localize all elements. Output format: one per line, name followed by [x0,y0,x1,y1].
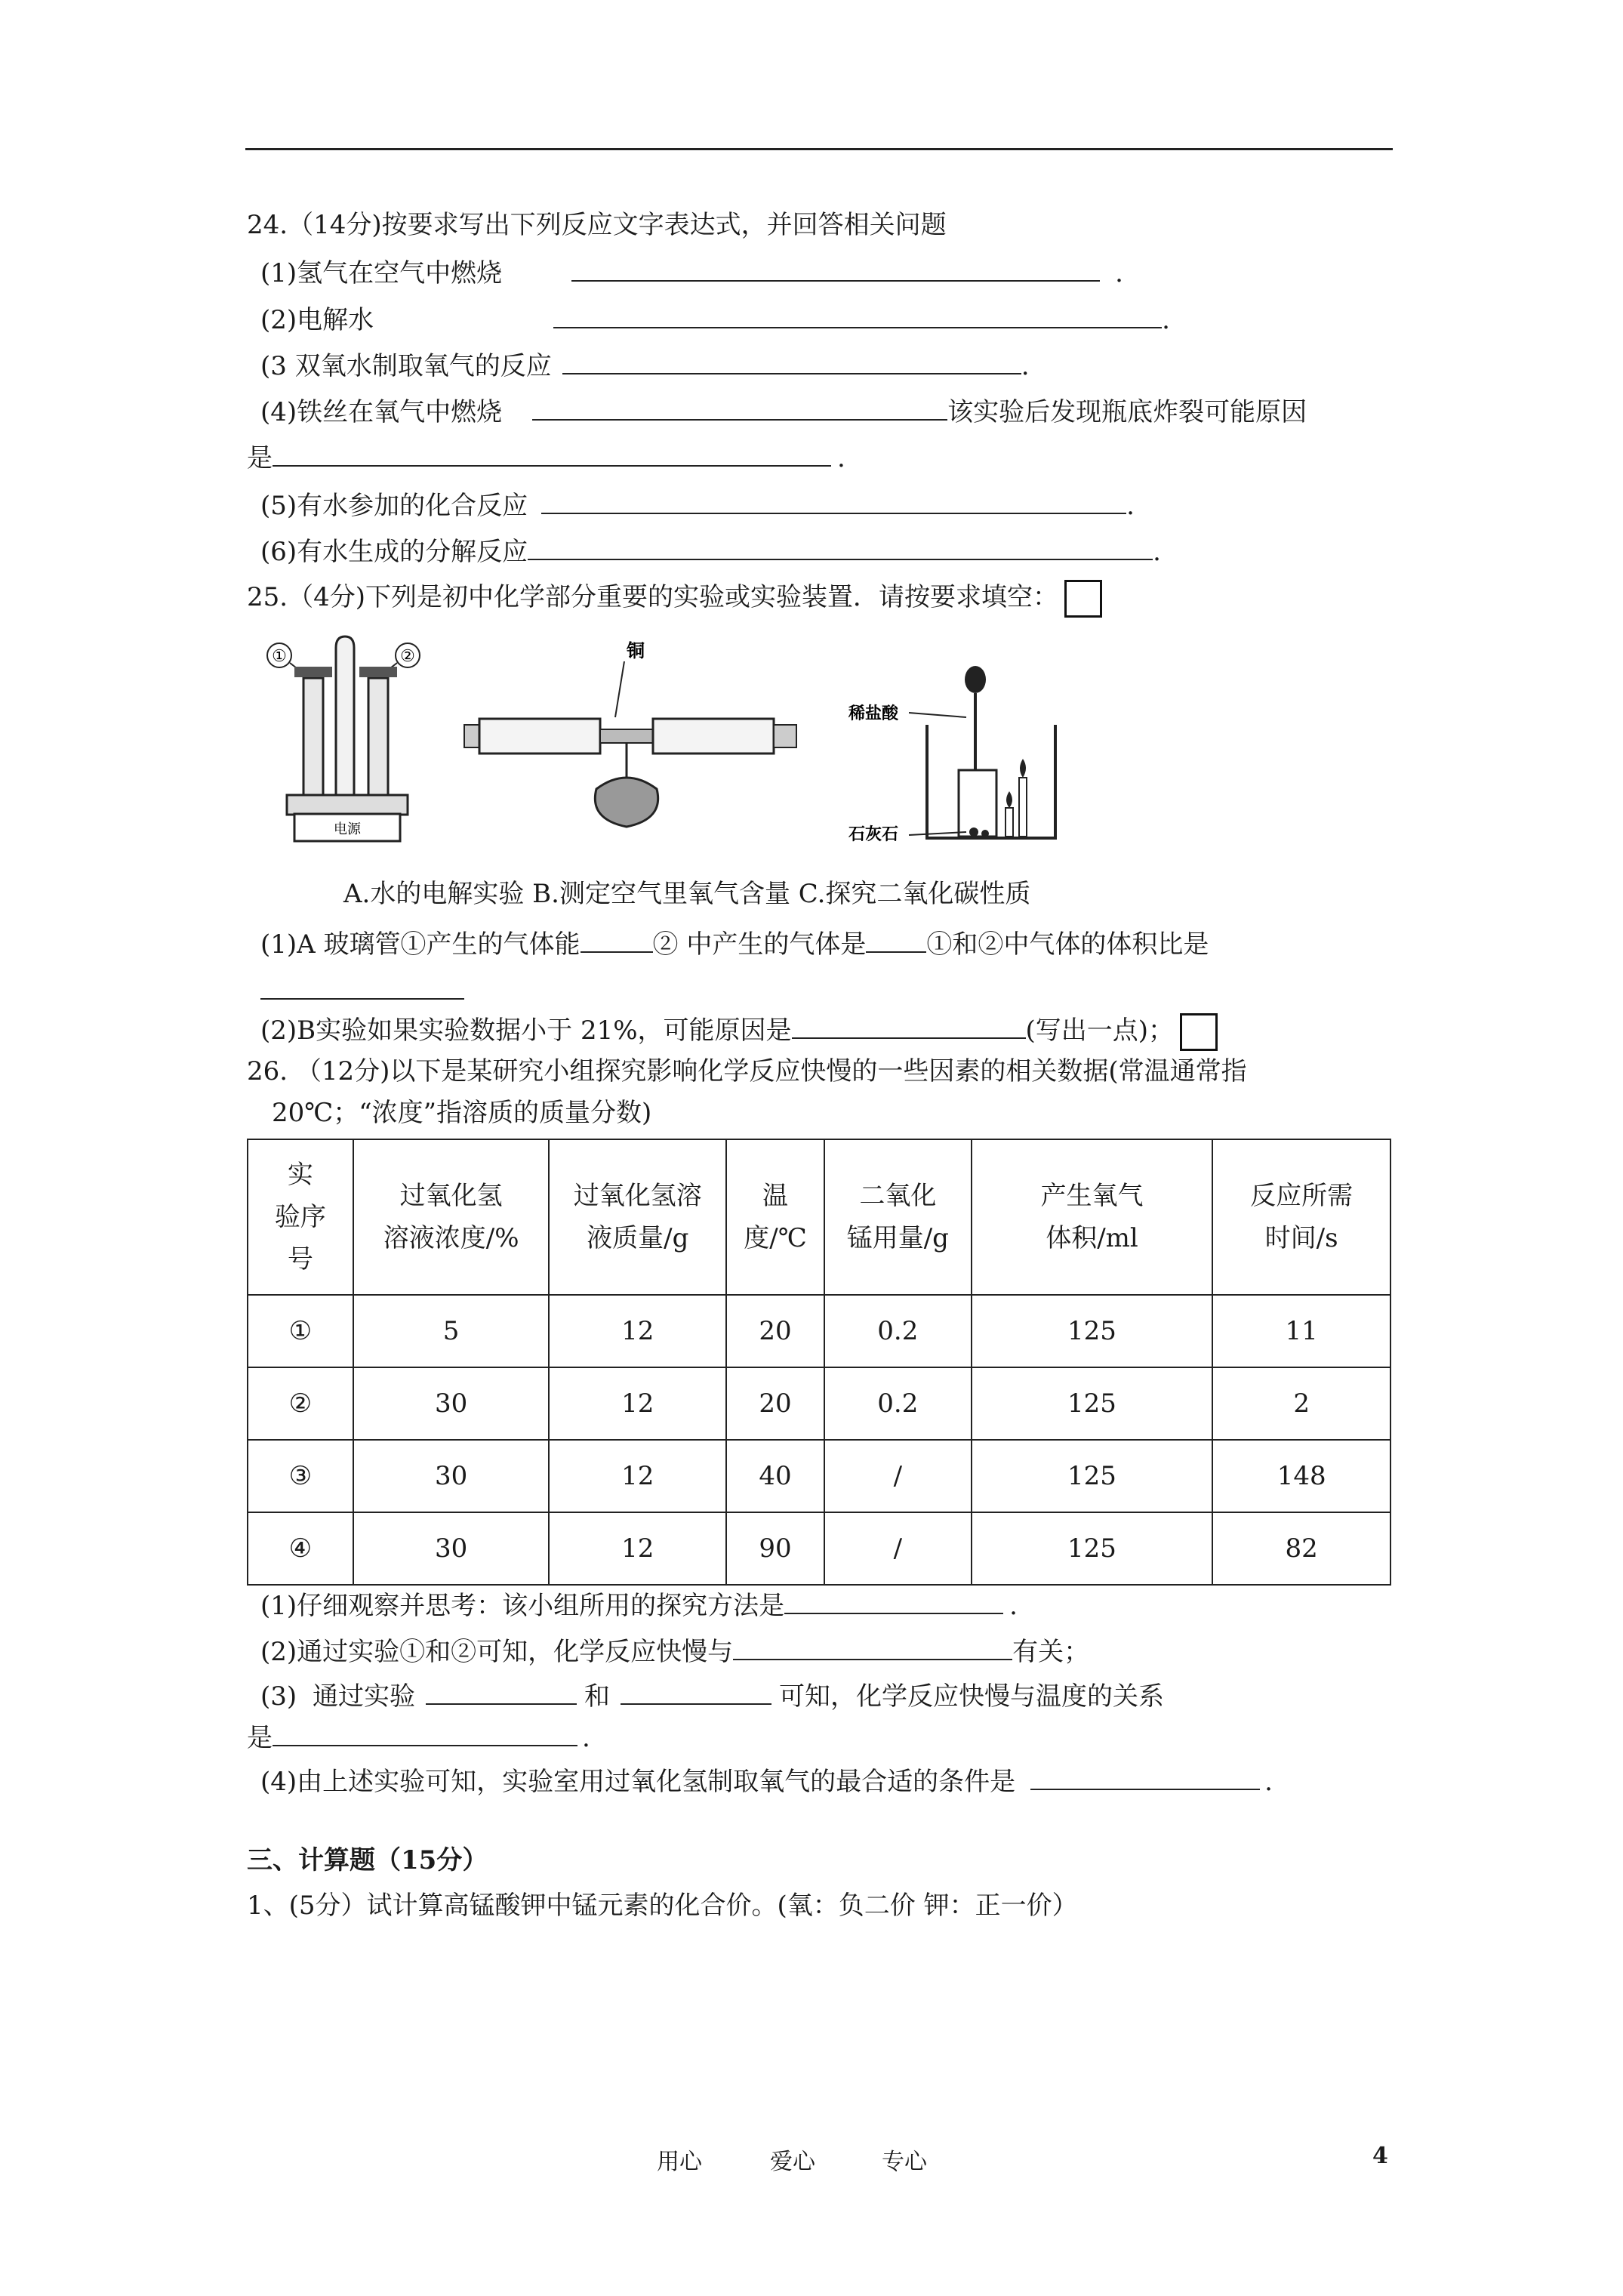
copper-label: 铜 [627,639,645,661]
q24-item-2: (2)电解水 . [260,301,1170,337]
header-mno2-amount: 二氧化 锰用量/g [824,1139,972,1295]
header-h2o2-concentration: 过氧化氢 溶液浓度/% [353,1139,550,1295]
q25-sub2: (2)B实验如果实验数据小于 21%，可能原因是 (写出一点)； [260,1012,1218,1051]
answer-blank[interactable] [528,533,1153,560]
tube2-label: ② [400,647,415,666]
tube1-label: ① [272,647,287,666]
table-row: ④ 30 12 90 / 125 82 [248,1512,1390,1585]
header-reaction-time: 反应所需 时间/s [1212,1139,1390,1295]
q25-title: 25.（4分)下列是初中化学部分重要的实验或实验装置．请按要求填空： [247,580,1102,618]
glass-tube [600,729,653,743]
answer-blank[interactable] [273,1719,577,1746]
score-box[interactable] [1064,580,1102,618]
answer-blank[interactable] [792,1012,1026,1039]
short-candle [1006,808,1013,837]
q26-title-line2: 20℃；“浓度”指溶质的质量分数) [272,1098,652,1128]
footer-left: 用心 [657,2149,702,2175]
answer-blank[interactable] [733,1633,1012,1660]
table-header-row [248,1139,1390,1295]
answer-blank[interactable] [621,1678,771,1705]
diagram-captions: A.水的电解实验 B.测定空气里氧气含量 C.探究二氧化碳性质 [343,879,1031,909]
q24-item-6: (6)有水生成的分解反应 . [260,533,1161,569]
q24-item-5: (5)有水参加的化合反应 . [260,487,1135,522]
experiment-table [247,1139,1391,1586]
header-temperature: 温 度/℃ [726,1139,824,1295]
answer-blank[interactable] [562,347,1021,374]
section3-q1: 1、(5分）试计算高锰酸钾中锰元素的化合价。(氧：负二价 钾：正一价） [247,1891,1078,1921]
glass-tube-1 [303,678,323,806]
dropper-bulb [965,666,986,693]
middle-tube [336,636,354,799]
q24-item-4-cont: 是 . [247,439,845,475]
power-label: 电源 [334,821,361,837]
answer-blank[interactable] [784,1587,1003,1614]
left-syringe [479,719,600,754]
co2-property-diagram [845,627,1072,853]
header-h2o2-mass: 过氧化氢溶 液质量/g [549,1139,726,1295]
page-number: 4 [1372,2143,1388,2169]
answer-blank[interactable] [571,254,1100,282]
limestone-label: 石灰石 [848,824,899,844]
section3-title: 三、计算题（15分） [247,1845,488,1875]
q25-sub1-cont [260,972,464,1008]
header-oxygen-volume: 产生氧气 体积/ml [972,1139,1213,1295]
footer-right: 专心 [882,2149,927,2175]
oxygen-content-diagram [457,634,812,853]
q24-item-4: (4)铁丝在氧气中燃烧 该实验后发现瓶底炸裂可能原因 [260,393,1307,429]
alcohol-lamp [595,778,658,827]
answer-blank[interactable] [541,487,1126,514]
acid-label: 稀盐酸 [848,704,899,723]
answer-blank[interactable] [532,393,947,421]
right-syringe [653,719,774,754]
electrolysis-diagram [264,633,438,852]
tall-candle [1019,778,1027,837]
q26-sub2: (2)通过实验①和②可知，化学反应快慢与 有关； [260,1633,1089,1669]
answer-blank[interactable] [581,926,653,953]
score-box[interactable] [1180,1013,1218,1051]
answer-blank[interactable] [866,926,926,953]
answer-blank[interactable] [426,1678,577,1705]
table-row: ② 30 12 20 0.2 125 2 [248,1367,1390,1440]
q26-sub1: (1)仔细观察并思考：该小组所用的探究方法是 . [260,1587,1018,1623]
answer-blank[interactable] [1030,1763,1260,1790]
q26-title-line1: 26. （12分)以下是某研究小组探究影响化学反应快慢的一些因素的相关数据(常温通常指 [247,1056,1247,1086]
q24-title: 24.（14分)按要求写出下列反应文字表达式，并回答相关问题 [247,210,947,240]
q26-sub3-cont: 是 . [247,1719,590,1755]
q25-sub1: (1)A 玻璃管①产生的气体能 ② 中产生的气体是 ①和②中气体的体积比是 [260,926,1209,961]
answer-blank[interactable] [553,301,1162,328]
header-rule [245,148,1393,150]
table-row: ③ 30 12 40 / 125 148 [248,1440,1390,1512]
q26-sub4: (4)由上述实验可知，实验室用过氧化氢制取氧气的最合适的条件是 . [260,1763,1273,1798]
table-row: ① 5 12 20 0.2 125 11 [248,1295,1390,1367]
footer-mid: 爱心 [770,2149,815,2175]
q26-sub3: (3) 通过实验 和 可知，化学反应快慢与温度的关系 [260,1678,1164,1713]
q24-item-1: (1)氢气在空气中燃烧 . [260,254,1123,290]
glass-tube-2 [368,678,388,806]
header-exp-no: 实 验序 号 [248,1139,353,1295]
q24-item-3: (3 双氧水制取氧气的反应 . [260,347,1030,383]
answer-blank[interactable] [260,972,464,1000]
answer-blank[interactable] [273,439,831,467]
